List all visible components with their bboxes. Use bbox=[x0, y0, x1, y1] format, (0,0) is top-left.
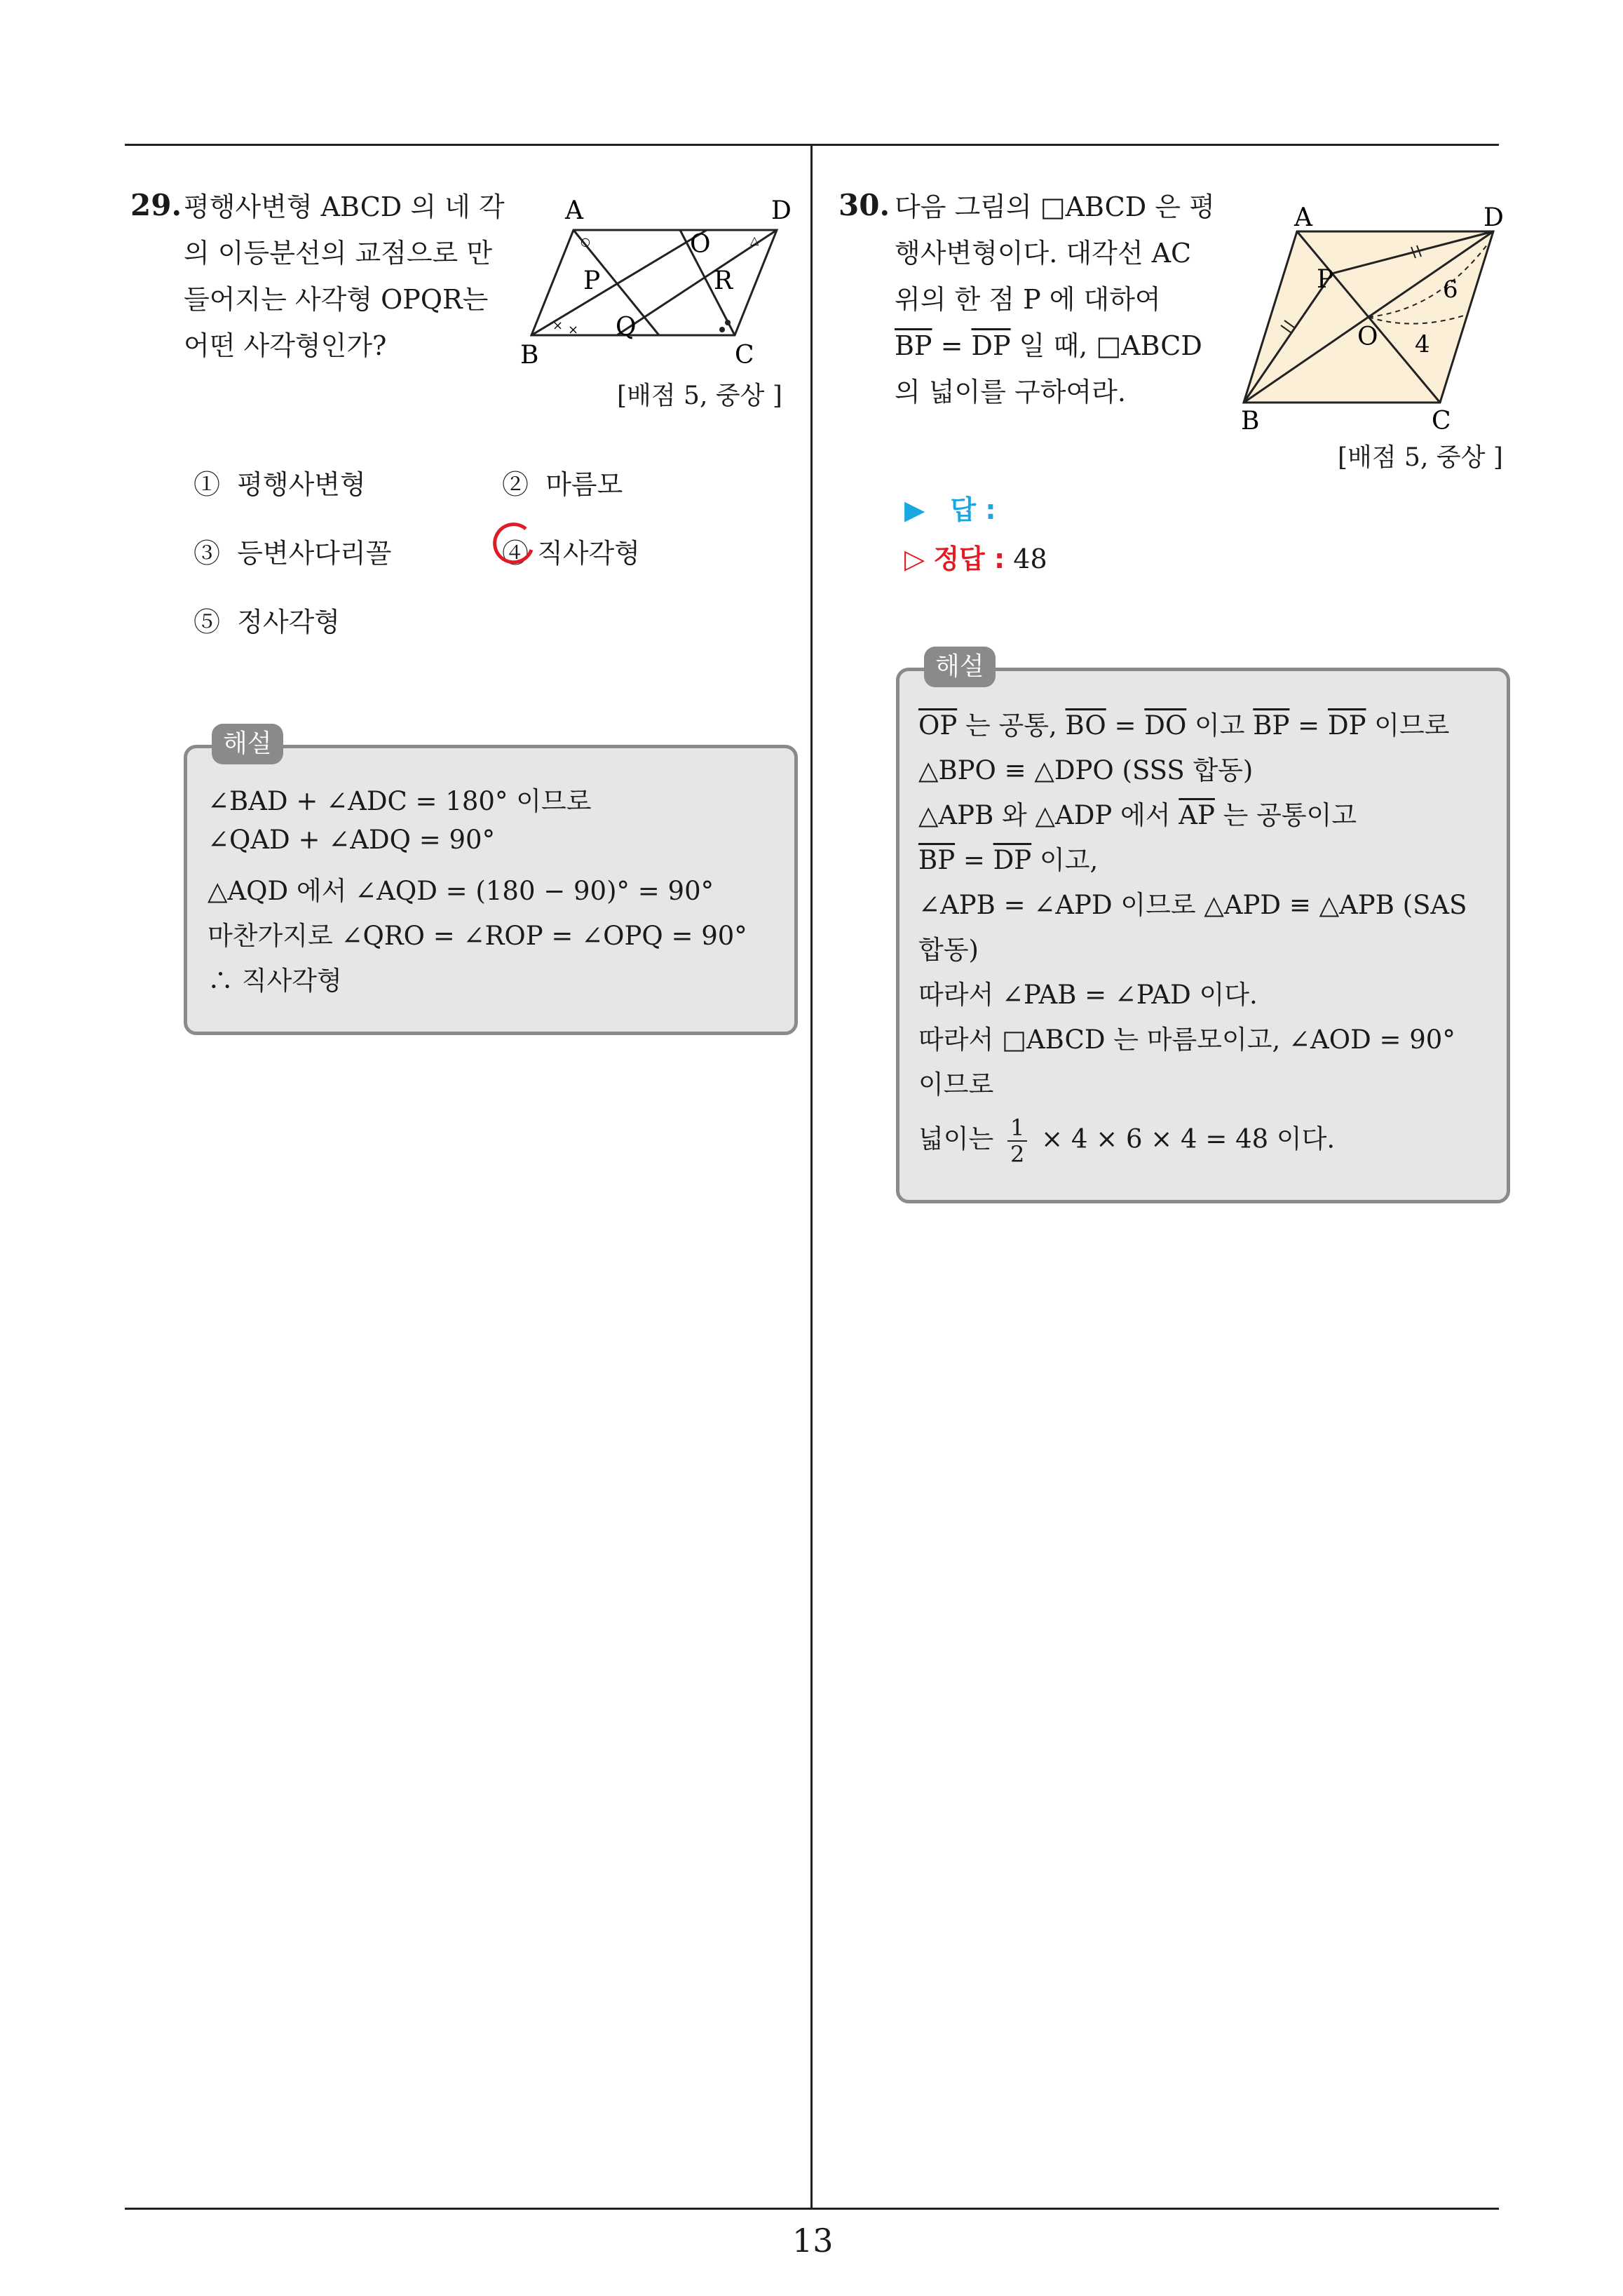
question-text-line: 행사변형이다. 대각선 AC bbox=[895, 238, 1192, 269]
bottom-rule bbox=[125, 2208, 1499, 2210]
equals-sign: = bbox=[940, 330, 963, 361]
page-number: 13 bbox=[792, 2222, 834, 2260]
label-C: C bbox=[735, 341, 754, 370]
question-text-line: 위의 한 점 P 에 대하여 bbox=[895, 284, 1161, 315]
label-C: C bbox=[1432, 407, 1451, 435]
explanation-line: 이므로 bbox=[918, 1069, 994, 1100]
choice-text: 직사각형 bbox=[537, 538, 640, 569]
segment-bp: $\overline{BP}$ bbox=[1253, 710, 1290, 741]
question-text-line bbox=[895, 323, 1202, 369]
angle-mark: × bbox=[552, 318, 564, 333]
question-text-line: 의 넓이를 구하여라. bbox=[895, 377, 1126, 407]
correct-arrow-icon: ▷ bbox=[904, 543, 925, 574]
score-info: [배점 5, 중상 ] bbox=[617, 381, 782, 410]
text: 넓이는 bbox=[918, 1123, 994, 1154]
segment-bo: $\overline{BO}$ bbox=[1065, 710, 1106, 741]
answer-label: 답 : bbox=[950, 494, 996, 525]
text: 이므로 bbox=[1374, 710, 1450, 741]
label-A: A bbox=[565, 196, 583, 225]
label-B: B bbox=[1241, 407, 1260, 435]
segment-do: $\overline{DO}$ bbox=[1144, 710, 1187, 741]
text: 이고 bbox=[1195, 710, 1245, 741]
explanation-line: ∴ 직사각형 bbox=[208, 966, 342, 996]
choice-mark: ③ bbox=[193, 538, 221, 569]
segment-ap: $\overline{AP}$ bbox=[1179, 800, 1215, 830]
text: × 4 × 6 × 4 = 48 이다. bbox=[1041, 1123, 1336, 1154]
choice-3[interactable] bbox=[193, 532, 391, 570]
equals-sign: = bbox=[963, 845, 985, 875]
explanation-tag: 해설 bbox=[924, 647, 996, 687]
choice-text: 정사각형 bbox=[237, 607, 341, 637]
label-P: P bbox=[583, 266, 601, 295]
label-B: B bbox=[520, 341, 539, 370]
angle-mark bbox=[719, 327, 725, 332]
question-text-line: 의 이등분선의 교점으로 만 bbox=[184, 238, 493, 269]
equals-sign: = bbox=[1298, 710, 1320, 741]
explanation-line: 마찬가지로 ∠QRO = ∠ROP = ∠OPQ = 90° bbox=[208, 921, 747, 951]
choice-mark: ① bbox=[193, 469, 221, 500]
choice-text: 등변사다리꼴 bbox=[237, 538, 392, 569]
question-text-line: 평행사변형 ABCD 의 네 각 bbox=[184, 191, 505, 222]
explanation-line: 따라서 ∠PAB = ∠PAD 이다. bbox=[918, 980, 1258, 1010]
segment-dp: $\overline{DP}$ bbox=[993, 845, 1032, 875]
question-number: 29. bbox=[130, 188, 182, 222]
label-O: O bbox=[1357, 323, 1378, 351]
segment-dp: $\overline{DP}$ bbox=[1327, 710, 1366, 741]
correct-value: 48 bbox=[1013, 543, 1047, 574]
explanation-line: △BPO ≡ △DPO (SSS 합동) bbox=[918, 755, 1254, 785]
explanation-line: △AQD 에서 ∠AQD = (180 − 90)° = 90° bbox=[208, 876, 714, 906]
label-4: 4 bbox=[1415, 330, 1430, 358]
parallelogram-figure bbox=[519, 189, 799, 379]
question-text-line: 다음 그림의 □ABCD 은 평 bbox=[895, 191, 1215, 222]
question-number: 30. bbox=[838, 188, 890, 222]
explanation-line bbox=[918, 794, 1357, 832]
question-text-line: 들어지는 사각형 OPQR는 bbox=[184, 284, 489, 315]
fraction-denominator: 2 bbox=[1010, 1141, 1025, 1168]
text: 는 공통이고 bbox=[1223, 800, 1357, 830]
text: 이고, bbox=[1039, 845, 1099, 875]
text: △APB 와 △ADP 에서 bbox=[918, 800, 1171, 830]
choice-mark: ② bbox=[502, 469, 529, 500]
explanation-line: 따라서 □ABCD 는 마름모이고, ∠AOD = 90° bbox=[918, 1025, 1455, 1055]
choice-2[interactable] bbox=[502, 463, 623, 501]
angle-mark: △ bbox=[750, 234, 759, 247]
label-D: D bbox=[771, 196, 792, 225]
label-R: R bbox=[714, 266, 733, 295]
choice-mark: ④ bbox=[502, 538, 529, 569]
text: 는 공통, bbox=[965, 710, 1057, 741]
answer-arrow-icon: ▶ bbox=[904, 494, 925, 525]
explanation-line bbox=[918, 704, 1450, 742]
question-text-tail: 일 때, □ABCD bbox=[1019, 330, 1202, 361]
explanation-line: ∠QAD + ∠ADQ = 90° bbox=[208, 825, 496, 855]
fraction bbox=[1007, 1115, 1027, 1167]
angle-mark: ○ bbox=[580, 235, 590, 248]
angle-mark: × bbox=[568, 323, 579, 337]
explanation-tag: 해설 bbox=[212, 724, 283, 764]
selected-answer-circle-icon bbox=[489, 520, 538, 569]
label-P: P bbox=[1317, 265, 1334, 294]
question-text-line: 어떤 사각형인가? bbox=[184, 330, 387, 361]
correct-answer-row bbox=[904, 537, 1047, 576]
choice-text: 평행사변형 bbox=[237, 469, 366, 500]
answer-row bbox=[904, 488, 996, 527]
segment-dp: $\overline{DP}$ bbox=[971, 330, 1011, 361]
label-D: D bbox=[1483, 203, 1504, 232]
score-info: [배점 5, 중상 ] bbox=[1338, 443, 1503, 472]
rhombus-figure bbox=[1241, 198, 1507, 436]
label-O: O bbox=[690, 230, 711, 259]
segment-bp: $\overline{BP}$ bbox=[918, 845, 956, 875]
explanation-line: ∠APB = ∠APD 이므로 △APD ≡ △APB (SAS bbox=[918, 890, 1467, 920]
label-6: 6 bbox=[1443, 276, 1458, 304]
choice-text: 마름모 bbox=[545, 469, 623, 500]
choice-5[interactable] bbox=[193, 600, 340, 639]
segment-bp: $\overline{BP}$ bbox=[895, 330, 932, 361]
explanation-line: 합동) bbox=[918, 935, 979, 965]
equals-sign: = bbox=[1114, 710, 1136, 741]
segment-op: $\overline{OP}$ bbox=[918, 710, 958, 741]
choice-mark: ⑤ bbox=[193, 607, 221, 637]
fraction-numerator: 1 bbox=[1007, 1115, 1027, 1142]
explanation-line bbox=[918, 1115, 1335, 1167]
column-divider bbox=[810, 144, 813, 2209]
label-Q: Q bbox=[616, 313, 637, 342]
correct-label: 정답 : bbox=[933, 543, 1005, 574]
explanation-line bbox=[918, 839, 1098, 877]
choice-1[interactable] bbox=[193, 463, 366, 501]
label-A: A bbox=[1294, 203, 1312, 232]
explanation-line: ∠BAD + ∠ADC = 180° 이므로 bbox=[208, 786, 592, 816]
angle-mark bbox=[725, 320, 731, 325]
